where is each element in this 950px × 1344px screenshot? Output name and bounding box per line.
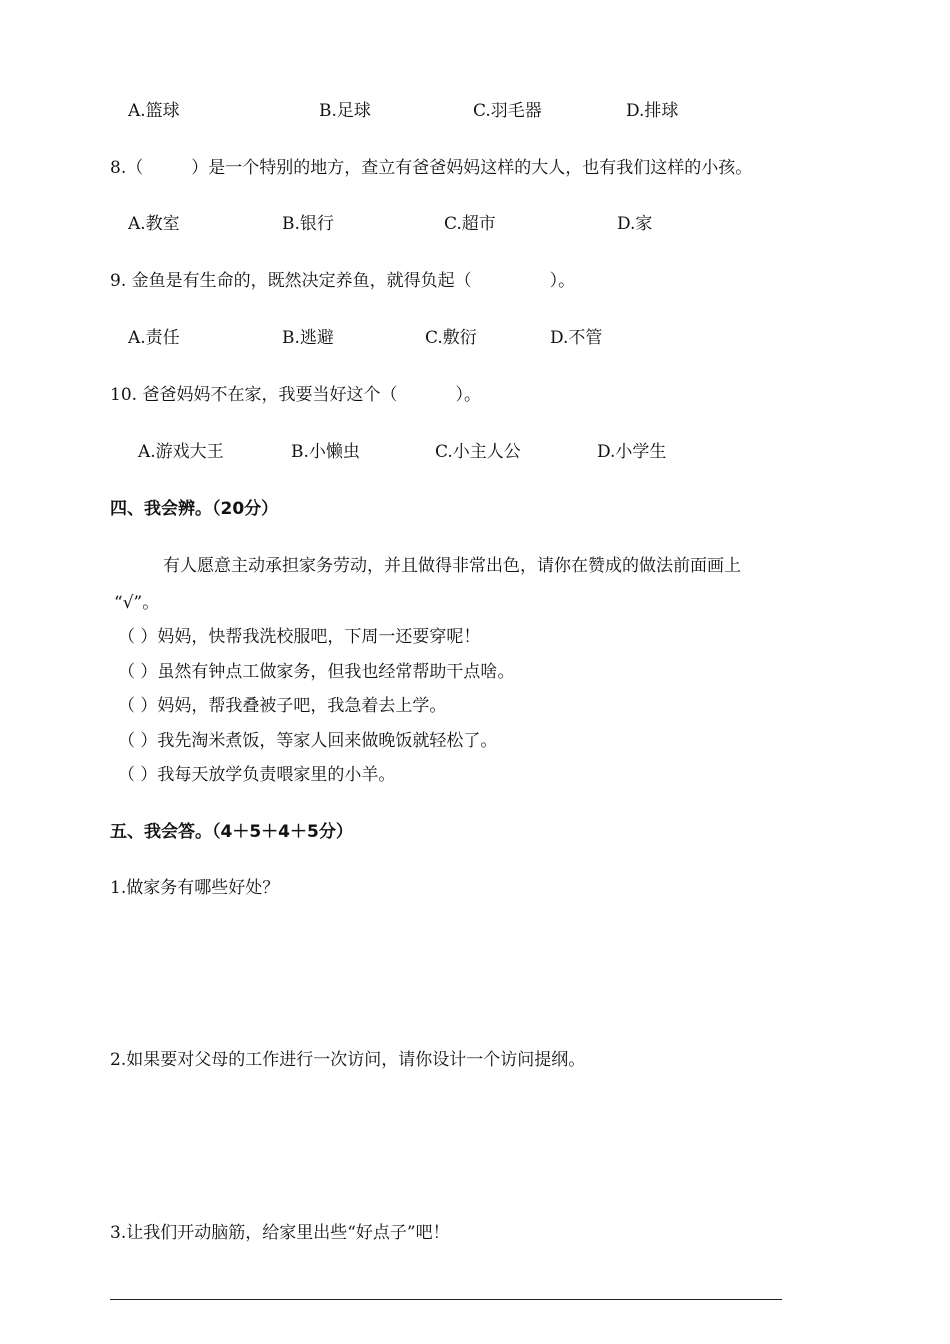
q10-option-a: A.游戏大王 — [138, 442, 224, 462]
q10-option-c: C.小主人公 — [435, 442, 521, 462]
section-4-title: 四、我会辨。（20分） — [110, 499, 279, 519]
q8-question — [110, 157, 752, 179]
judge-item-2: （ ）虽然有钟点工做家务，但我也经常帮助干点啥。 — [118, 662, 515, 682]
q9-option-c: C.敷衍 — [425, 328, 477, 348]
q8-number: 8.（ — [110, 158, 144, 178]
q10-option-b: B.小懒虫 — [291, 442, 360, 462]
q7-option-d: D.排球 — [626, 101, 679, 121]
q10-question — [110, 384, 481, 406]
answer-question-3: 3.让我们开动脑筋，给家里出些“好点子”吧！ — [110, 1223, 450, 1243]
q9-option-d: D.不管 — [550, 328, 603, 348]
q9-option-a: A.责任 — [128, 328, 180, 348]
answer-question-1: 1.做家务有哪些好处？ — [110, 878, 280, 898]
section-4-instruction: 有人愿意主动承担家务劳动，并且做得非常出色，请你在赞成的做法前面画上 — [163, 556, 741, 576]
answer-question-2: 2.如果要对父母的工作进行一次访问，请你设计一个访问提纲。 — [110, 1050, 586, 1070]
q8-option-b: B.银行 — [282, 214, 334, 234]
section-5-title: 五、我会答。（4＋5＋4＋5分） — [110, 822, 353, 842]
q9-text: 9. 金鱼是有生命的，既然决定养鱼，就得负起（ — [110, 271, 472, 291]
q7-option-b: B.足球 — [319, 101, 371, 121]
q10-option-d: D.小学生 — [597, 442, 667, 462]
section-4-instruction-cont: “√”。 — [114, 593, 160, 613]
judge-item-3: （ ）妈妈，帮我叠被子吧，我急着去上学。 — [118, 696, 447, 716]
judge-item-4: （ ）我先淘米煮饭，等家人回来做晚饭就轻松了。 — [118, 731, 498, 751]
q8-option-a: A.教室 — [128, 214, 180, 234]
q10-end: ）。 — [455, 385, 481, 405]
q10-text: 10. 爸爸妈妈不在家，我要当好这个（ — [110, 385, 398, 405]
q8-option-d: D.家 — [617, 214, 653, 234]
q7-option-a: A.篮球 — [128, 101, 180, 121]
q9-end: ）。 — [549, 271, 576, 291]
q9-option-b: B.逃避 — [282, 328, 334, 348]
q9-question — [110, 270, 575, 292]
q7-option-c: C.羽毛器 — [473, 101, 542, 121]
judge-item-1: （ ）妈妈，快帮我洗校服吧，下周一还要穿呢！ — [118, 627, 481, 647]
judge-item-5: （ ）我每天放学负责喂家里的小羊。 — [118, 765, 396, 785]
q8-option-c: C.超市 — [444, 214, 496, 234]
q8-text: ）是一个特别的地方，查立有爸爸妈妈这样的大人，也有我们这样的小孩。 — [191, 158, 753, 178]
answer-line — [110, 1299, 782, 1300]
